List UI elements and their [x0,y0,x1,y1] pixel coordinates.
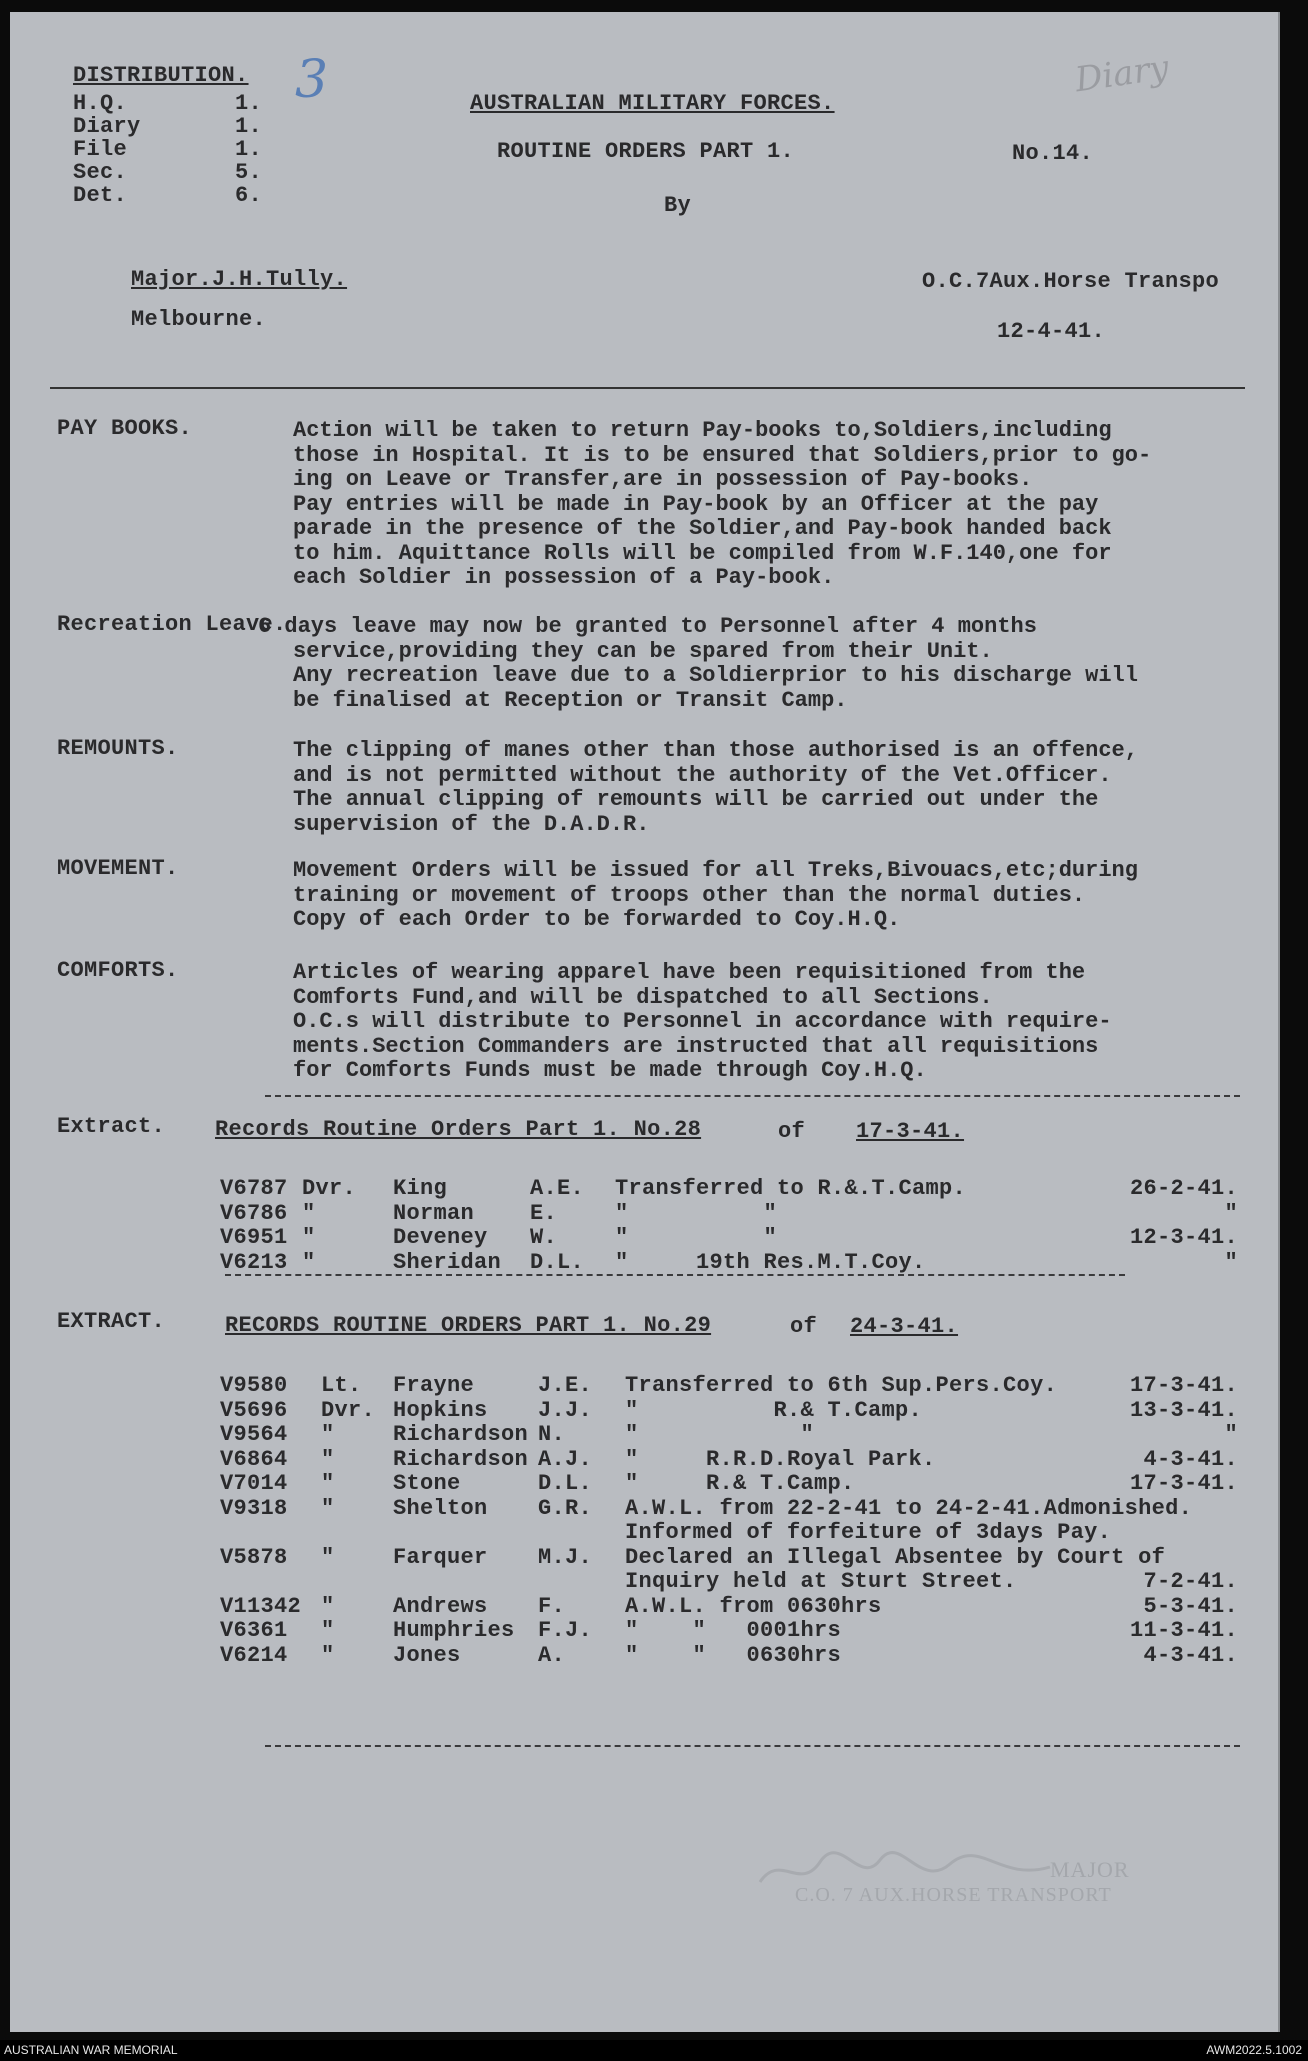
action-text: Transferred to R.&.T.Camp. [615,1176,967,1201]
unit-name: O.C.7Aux.Horse Transpo [922,269,1220,294]
service-number: V6787 [220,1176,288,1201]
dashed-rule [265,1095,1240,1097]
rank: Dvr. [302,1176,357,1201]
org-title: AUSTRALIAN MILITARY FORCES. [470,91,835,116]
header-rule [50,387,1245,389]
service-number: V5878 [220,1544,288,1570]
section-heading: MOVEMENT. [57,856,179,881]
extract1-title: Records Routine Orders Part 1. No.28 [215,1117,702,1142]
footer-left: AUSTRALIAN WAR MEMORIAL [4,2043,178,2057]
initials: E. [530,1200,558,1226]
rank: Dvr. [321,1397,376,1423]
rank: " [321,1471,335,1496]
stamp-unit: C.O. 7 AUX.HORSE TRANSPORT [795,1884,1112,1906]
order-number: No.14. [1012,141,1094,166]
section-line: for Comforts Funds must be made through Coy.H.Q. [293,1058,927,1083]
initials: D.L. [538,1471,593,1496]
section-line: parade in the presence of the Soldier,and Pay-book handed back [293,516,1112,541]
row-date: " [1224,1422,1238,1447]
section-heading: REMOUNTS. [57,736,179,761]
distribution-title: DISTRIBUTION. [73,63,249,88]
action-text: " 19th Res.M.T.Coy. [615,1249,926,1275]
section-line: 6 days leave may now be granted to Personnel after 4 months [258,614,1037,639]
distribution-value: 5. [235,160,263,185]
section-line: ing on Leave or Transfer,are in possession of Pay-books. [293,467,1033,492]
surname: Hopkins [393,1397,488,1423]
extract2-label: EXTRACT. [57,1309,166,1334]
section-line: O.C.s will distribute to Personnel in accordance with require- [293,1009,1112,1034]
rank: " [321,1642,335,1668]
service-number: V5696 [220,1397,288,1423]
action-text: Informed of forfeiture of 3days Pay. [625,1520,1112,1545]
row-date: 11-3-41. [1129,1618,1238,1643]
distribution-value: 6. [235,183,263,208]
initials: M.J. [538,1544,593,1570]
row-date: 4-3-41. [1143,1446,1238,1472]
initials: A.J. [538,1446,593,1472]
rank: " [321,1422,335,1447]
initials: N. [538,1422,566,1447]
action-text: A.W.L. from 22-2-41 to 24-2-41.Admonished. [625,1495,1193,1521]
section-line: ments.Section Commanders are instructed that all requisitions [293,1033,1099,1059]
row-date: " [1224,1200,1238,1226]
section-line: Articles of wearing apparel have been requisitioned from the [293,960,1086,985]
surname: Frayne [393,1373,475,1398]
row-date: 5-3-41. [1143,1593,1238,1619]
row-date: 26-2-41. [1129,1176,1238,1201]
action-text: " " [625,1422,815,1447]
section-line: training or movement of troops other than the normal duties. [293,882,1086,908]
rank: Lt. [321,1373,362,1398]
action-text: " R.& T.Camp. [625,1397,923,1423]
section-line: service,providing they can be spared from their Unit. [293,638,993,664]
action-text: Transferred to 6th Sup.Pers.Coy. [625,1373,1058,1398]
service-number: V6214 [220,1642,288,1668]
service-number: V11342 [220,1593,302,1619]
by-label: By [664,193,692,218]
action-text: " R.& T.Camp. [625,1471,855,1496]
section-line: Movement Orders will be issued for all Treks,Bivouacs,etc;during [293,858,1138,883]
section-line: to him. Aquittance Rolls will be compiled from W.F.140,one for [293,540,1112,566]
section-line: Any recreation leave due to a Soldierprior to his discharge will [293,663,1138,688]
rank: " [321,1593,335,1619]
section-line: The clipping of manes other than those authorised is an offence, [293,738,1138,763]
action-text: Inquiry held at Sturt Street. [625,1569,1017,1594]
service-number: V6786 [220,1200,288,1226]
initials: D.L. [530,1249,585,1275]
section-line: The annual clipping of remounts will be carried out under the [293,787,1099,812]
row-date: 13-3-41. [1129,1397,1238,1423]
section-line: those in Hospital. It is to be ensured that Soldiers,prior to go- [293,442,1152,468]
distribution-label: H.Q. [73,91,128,116]
service-number: V6951 [220,1225,288,1250]
service-number: V6864 [220,1446,288,1472]
section-line: Copy of each Order to be forwarded to Coy.H.Q. [293,907,901,932]
handwritten-diary-note: Diary [1072,47,1172,101]
surname: Norman [393,1200,475,1226]
initials: G.R. [538,1495,593,1521]
section-heading: PAY BOOKS. [57,416,193,441]
rank: " [302,1249,316,1275]
row-date: 12-3-41. [1129,1225,1238,1250]
distribution-value: 1. [235,137,263,162]
row-date: 4-3-41. [1143,1642,1238,1668]
extract1-of: of [778,1119,806,1144]
initials: A. [538,1642,566,1668]
place: Melbourne. [131,307,267,332]
surname: Andrews [393,1593,488,1619]
section-line: each Soldier in possession of a Pay-book. [293,565,835,590]
rank: " [321,1495,335,1521]
order-date: 12-4-41. [997,319,1106,344]
service-number: V9564 [220,1422,288,1447]
section-line: Action will be taken to return Pay-books to,Soldiers,including [293,418,1112,443]
service-number: V9580 [220,1373,288,1398]
row-date: " [1224,1249,1238,1275]
distribution-value: 1. [235,114,263,139]
rank: " [321,1544,335,1570]
surname: Richardson [393,1446,529,1472]
surname: Jones [393,1642,461,1668]
initials: J.E. [538,1373,593,1398]
distribution-label: Diary [73,114,141,139]
surname: Deveney [393,1225,488,1250]
extract2-title: RECORDS ROUTINE ORDERS PART 1. No.29 [225,1313,712,1338]
distribution-label: Det. [73,183,128,208]
surname: Humphries [393,1618,515,1643]
section-line: Comforts Fund,and will be dispatched to all Sections. [293,984,993,1010]
officer-name: Major.J.H.Tully. [131,267,348,292]
section-line: Pay entries will be made in Pay-book by an Officer at the pay [293,491,1099,517]
initials: F. [538,1593,566,1619]
surname: Richardson [393,1422,529,1447]
distribution-label: Sec. [73,160,128,185]
initials: F.J. [538,1618,593,1643]
extract1-date: 17-3-41. [856,1119,965,1144]
row-date: 17-3-41. [1129,1373,1238,1398]
extract2-of: of [790,1314,818,1339]
service-number: V7014 [220,1471,288,1496]
dashed-rule [265,1745,1240,1747]
handwritten-number: 3 [295,50,329,110]
distribution-label: File [73,137,128,162]
orders-title: ROUTINE ORDERS PART 1. [497,139,795,164]
service-number: V6213 [220,1249,288,1275]
section-line: and is not permitted without the authority of the Vet.Officer. [293,762,1112,788]
action-text: " R.R.D.Royal Park. [625,1446,936,1472]
rank: " [302,1225,316,1250]
action-text: " " 0001hrs [625,1618,842,1643]
action-text: A.W.L. from 0630hrs [625,1593,882,1619]
row-date: 17-3-41. [1129,1471,1238,1496]
section-line: supervision of the D.A.D.R. [293,811,650,837]
action-text: " " 0630hrs [625,1642,842,1668]
service-number: V9318 [220,1495,288,1521]
surname: Shelton [393,1495,488,1521]
initials: A.E. [530,1176,585,1201]
extract2-date: 24-3-41. [850,1314,959,1339]
stamp-rank: MAJOR [1050,1857,1130,1882]
initials: J.J. [538,1397,593,1423]
section-heading: COMFORTS. [57,958,179,983]
section-heading: Recreation Leave. [57,612,287,637]
document-page [10,12,1280,2032]
distribution-value: 1. [235,91,263,116]
surname: Stone [393,1471,461,1496]
action-text: Declared an Illegal Absentee by Court of [625,1544,1166,1570]
surname: King [393,1176,448,1201]
surname: Sheridan [393,1249,502,1275]
service-number: V6361 [220,1618,288,1643]
dashed-rule [225,1274,1125,1276]
surname: Farquer [393,1544,488,1570]
archive-footer [0,2040,1308,2061]
rank: " [302,1200,316,1226]
action-text: " " [615,1225,778,1250]
row-date: 7-2-41. [1143,1569,1238,1594]
footer-right: AWM2022.5.1002 [1206,2043,1302,2057]
extract1-label: Extract. [57,1114,166,1139]
action-text: " " [615,1200,778,1226]
section-line: be finalised at Reception or Transit Camp. [293,687,848,713]
rank: " [321,1618,335,1643]
rank: " [321,1446,335,1472]
initials: W. [530,1225,558,1250]
